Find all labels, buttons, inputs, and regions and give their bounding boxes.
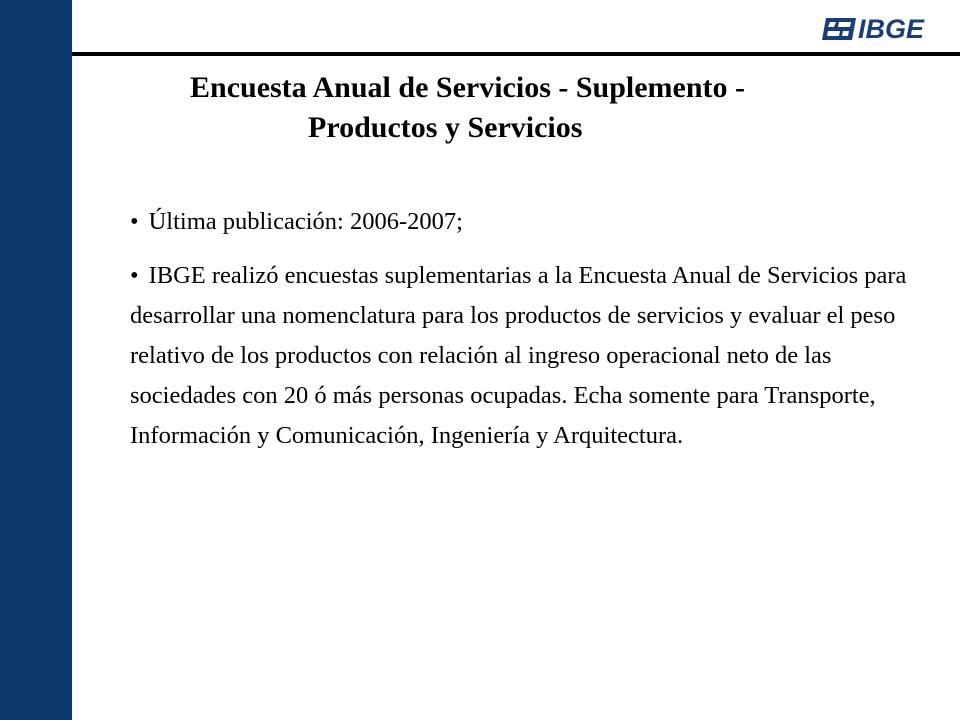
page-title (100, 68, 940, 148)
ibge-logo-mark-icon (822, 18, 856, 40)
ibge-logo (822, 14, 924, 44)
bullet-item (130, 202, 920, 242)
bullet-text: Última publicación: 2006-2007; (148, 208, 463, 235)
logo-text: IBGE (858, 14, 925, 44)
title-line-1: Encuesta Anual de Servicios - Suplemento - (190, 71, 746, 104)
bullet-marker: • (130, 262, 139, 289)
bullet-marker: • (130, 208, 139, 235)
left-sidebar-band (0, 0, 72, 720)
title-line-2: Productos y Servicios (308, 111, 583, 144)
bullet-item (130, 256, 920, 456)
bullet-text: IBGE realizó encuestas suplementarias a la Encuesta Anual de Servicios para desarrollar una nomenclatura para los productos de servicios y evaluar el peso relativo de los productos con relación al ingreso operacional neto de las sociedades con 20 ó más personas ocupadas. Echa somente para Transporte, Información y Comunicación, Ingeniería y Arquitectura. (130, 262, 907, 449)
header-divider (72, 52, 960, 56)
